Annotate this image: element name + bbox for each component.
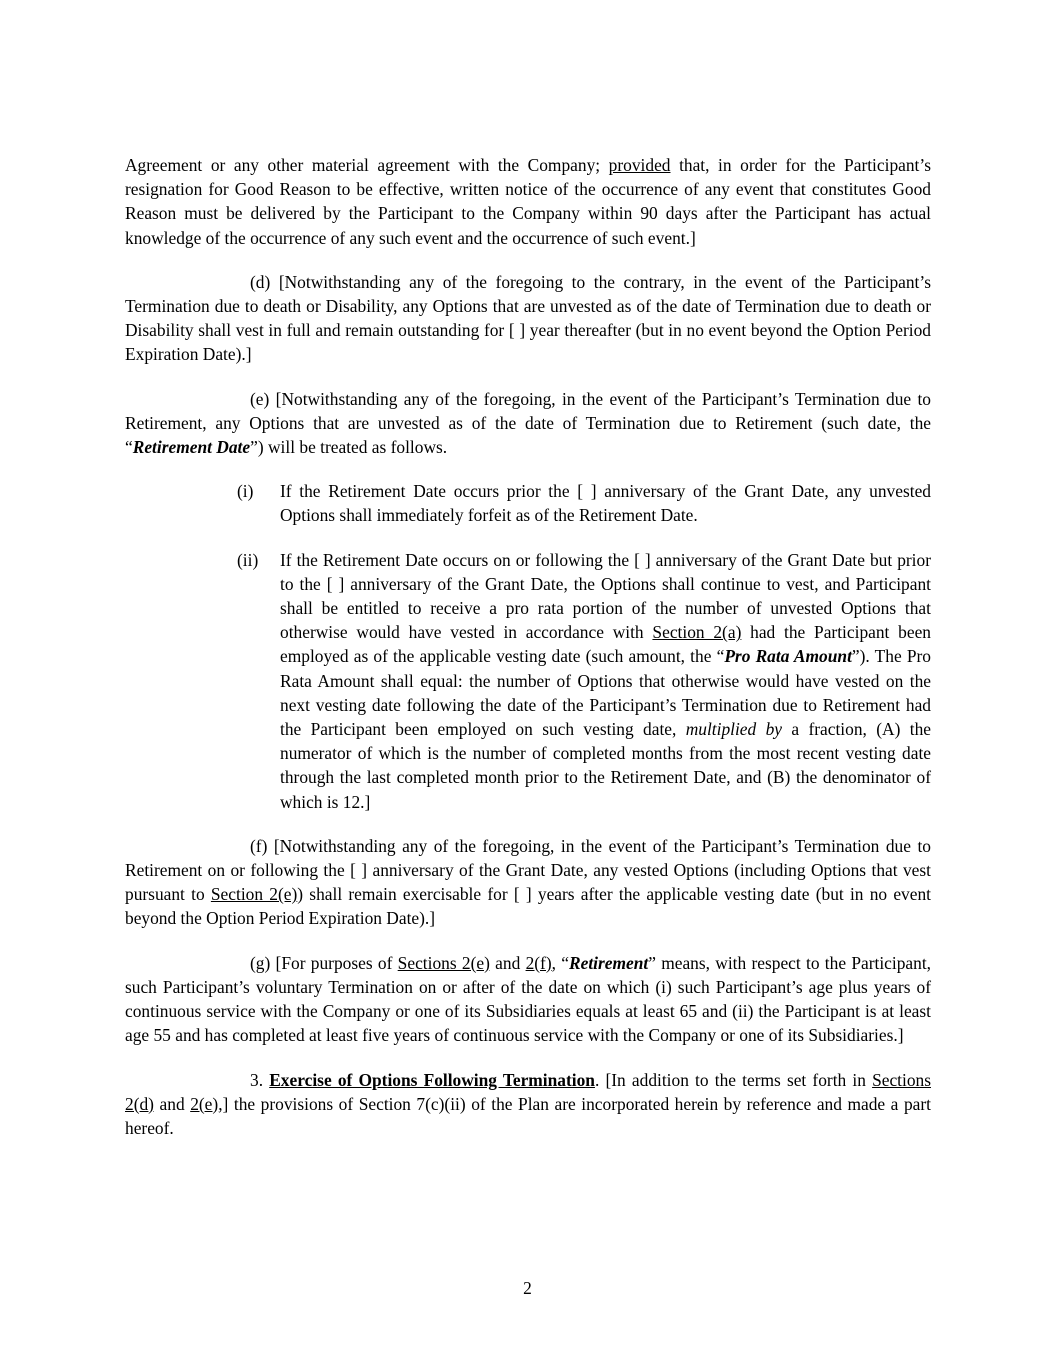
text-run: that, in order for the Participant’s resignation for Good Reason to be effective, written notice of the occurrence of any event that constitutes Good Reason must be delivered by the Participant to the Company within 90 days after the Participant has actual knowledge of the occurrence of any such event and the occurrence of such event.] [125,155,931,248]
list-item-i-text [280,481,931,525]
text-run-bi: Pro Rata Amount [724,646,852,667]
text-run-u: Section 2(a) [652,622,742,643]
text-run: (f) [Notwithstanding any of the foregoing, in the event of the Participant’s Termination due to Retirement on or following the [ ] anniversary of the Grant Date, any vested Options (including Options that vest pursuant to [125,835,931,905]
paragraph-e [125,387,931,460]
paragraph-f [125,834,931,931]
text-run-u: Sections 2(d) [125,1069,931,1114]
text-run: Agreement or any other material agreement with the Company; [125,155,609,175]
list-item-i [237,479,931,527]
list-marker-ii: (ii) [237,549,259,570]
text-run-u: 2(e) [190,1093,219,1114]
text-run: ”). The Pro Rata Amount shall equal: the number of Options that otherwise would have vested on the next vesting date following the date of the Participant’s Termination due to Retirement had the Participant been employed on such vesting date, [280,646,932,740]
paragraph-d [125,270,931,367]
text-run: 3. [250,1069,270,1090]
text-run-u: 2(f) [525,952,552,973]
text-run: (e) [Notwithstanding any of the foregoing, in the event of the Participant’s Termination due to Retirement, any Options that are unvested as of the date of Termination due to Retirement (such date, the “ [125,388,931,458]
text-run-u: Sections 2(e) [397,952,490,973]
text-run: ,] the provisions of Section 7(c)(ii) of the Plan are incorporated herein by reference and made a part hereof. [125,1093,931,1138]
text-run: . [In addition to the terms set forth in [594,1069,873,1090]
text-run: ”) will be treated as follows. [250,437,448,458]
text-run: If the Retirement Date occurs prior the [ ] anniversary of the Grant Date, any unvested Options shall immediately forfeit as of the Retirement Date. [280,481,931,526]
list-item-ii-text [280,550,931,812]
text-run-u: provided [608,155,671,175]
list-item-ii [237,548,932,814]
text-run: had the Participant been employed as of the applicable vesting date (such amount, the “ [280,622,931,667]
text-run: (d) [Notwithstanding any of the foregoing to the contrary, in the event of the Participant’s Termination due to death or Disability, any Options that are unvested as of the date of Termination due to death or Disability shall vest in full and remain outstanding for [ ] year thereafter (but in no event beyond the Option Period Expiration Date).] [125,271,931,365]
text-run: and [489,952,526,973]
text-run-bi: Retirement [569,952,649,973]
text-run: and [153,1093,191,1114]
text-run: (g) [For purposes of [250,952,398,973]
text-run-bi: Retirement Date [132,437,251,458]
text-run: ” means, with respect to the Participant, such Participant’s voluntary Termination on or after of the date on which (i) such Participant’s age plus years of continuous service with the Company or one of its Subsidiaries equals at least 65 and (ii) the Participant is at least age 55 and has completed at least five years of continuous service with the Company or one of its Subsidiaries.] [125,952,932,1046]
text-run: If the Retirement Date occurs on or following the [ ] anniversary of the Grant Date but prior to the [ ] anniversary of the Grant Date, the Options shall continue to vest, and Participant shall be entitled to receive a pro rata portion of the number of unvested Options that otherwise would have vested in accordance with [280,549,931,643]
text-run-i: multiplied by [685,719,783,740]
text-run-u: Section 2(e) [210,884,298,905]
paragraph-lead-in [125,153,931,250]
list-marker-i: (i) [237,481,254,502]
text-run: , “ [551,952,569,973]
text-run-bu: Exercise of Options Following Termination [269,1069,595,1090]
paragraph-g [125,951,931,1048]
text-run: ) shall remain exercisable for [ ] years after the applicable vesting date (but in no event beyond the Option Period Expiration Date).] [125,884,931,929]
text-run: a fraction, (A) the numerator of which is the number of completed months from the most recent vesting date through the last completed month prior to the Retirement Date, and (B) the denominator of which is 12.] [280,719,931,812]
paragraph-section-3 [125,1068,931,1141]
page-number: 2 [523,1278,532,1298]
